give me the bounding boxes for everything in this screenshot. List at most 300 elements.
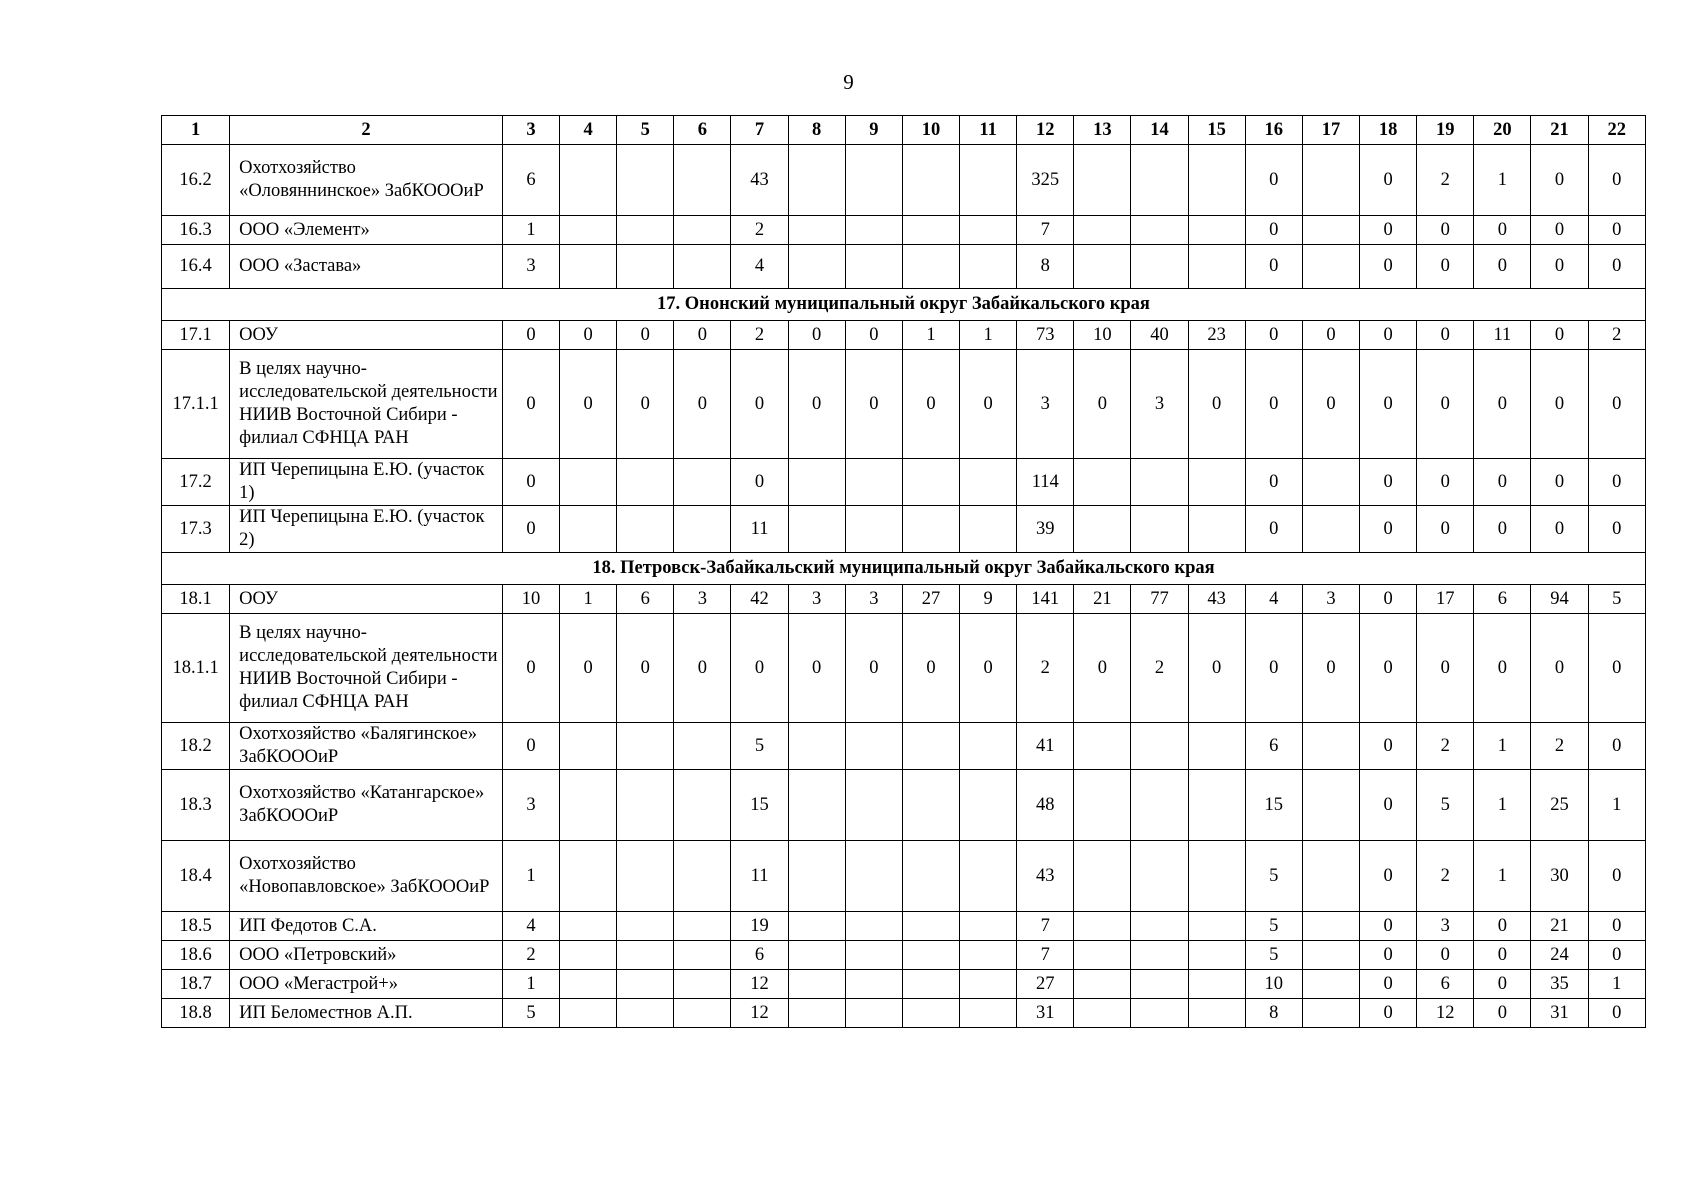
- value-cell: 0: [1360, 585, 1417, 614]
- value-cell: [845, 216, 902, 245]
- value-cell: 40: [1131, 321, 1188, 350]
- table-row: [162, 245, 1646, 289]
- value-cell: [1131, 999, 1188, 1028]
- value-cell: 0: [731, 614, 788, 723]
- value-cell: 0: [1360, 614, 1417, 723]
- header-cell: 8: [788, 116, 845, 145]
- value-cell: 0: [1188, 614, 1245, 723]
- header-cell: 12: [1017, 116, 1074, 145]
- header-cell: 15: [1188, 116, 1245, 145]
- table-row: [162, 350, 1646, 459]
- value-cell: 141: [1017, 585, 1074, 614]
- value-cell: 5: [1245, 912, 1302, 941]
- row-name: ИП Беломестнов А.П.: [230, 999, 503, 1028]
- value-cell: [1302, 770, 1359, 841]
- value-cell: 4: [1245, 585, 1302, 614]
- header-cell: 4: [560, 116, 617, 145]
- value-cell: 0: [1474, 350, 1531, 459]
- value-cell: [617, 999, 674, 1028]
- row-code: 18.8: [162, 999, 230, 1028]
- value-cell: 7: [1017, 941, 1074, 970]
- value-cell: 11: [1474, 321, 1531, 350]
- value-cell: 0: [1588, 841, 1645, 912]
- value-cell: 3: [1131, 350, 1188, 459]
- value-cell: 3: [1302, 585, 1359, 614]
- value-cell: 0: [1245, 321, 1302, 350]
- value-cell: 30: [1531, 841, 1588, 912]
- value-cell: 0: [502, 723, 559, 770]
- header-cell: 17: [1302, 116, 1359, 145]
- value-cell: 0: [1474, 245, 1531, 289]
- value-cell: [1302, 216, 1359, 245]
- value-cell: [1074, 145, 1131, 216]
- value-cell: 0: [960, 350, 1017, 459]
- value-cell: 0: [1360, 216, 1417, 245]
- value-cell: [1074, 770, 1131, 841]
- value-cell: [902, 145, 959, 216]
- value-cell: [674, 459, 731, 506]
- value-cell: 0: [1360, 245, 1417, 289]
- value-cell: 0: [1360, 999, 1417, 1028]
- value-cell: 1: [502, 970, 559, 999]
- header-cell: 7: [731, 116, 788, 145]
- value-cell: [960, 970, 1017, 999]
- value-cell: [845, 145, 902, 216]
- value-cell: 0: [1302, 350, 1359, 459]
- value-cell: [560, 216, 617, 245]
- page-number: 9: [843, 70, 854, 94]
- value-cell: [560, 245, 617, 289]
- value-cell: 0: [1360, 841, 1417, 912]
- value-cell: [674, 723, 731, 770]
- value-cell: 0: [674, 614, 731, 723]
- value-cell: 0: [674, 321, 731, 350]
- value-cell: [845, 841, 902, 912]
- value-cell: [788, 245, 845, 289]
- value-cell: [1131, 245, 1188, 289]
- value-cell: [617, 941, 674, 970]
- value-cell: 2: [1131, 614, 1188, 723]
- value-cell: 325: [1017, 145, 1074, 216]
- value-cell: 0: [1417, 245, 1474, 289]
- value-cell: [560, 506, 617, 553]
- value-cell: [788, 145, 845, 216]
- value-cell: 1: [960, 321, 1017, 350]
- value-cell: [1074, 245, 1131, 289]
- value-cell: 0: [845, 614, 902, 723]
- value-cell: 0: [560, 614, 617, 723]
- value-cell: 0: [1245, 245, 1302, 289]
- value-cell: [902, 970, 959, 999]
- value-cell: 0: [1360, 145, 1417, 216]
- value-cell: 0: [845, 321, 902, 350]
- value-cell: [674, 506, 731, 553]
- value-cell: 0: [1360, 912, 1417, 941]
- value-cell: [845, 970, 902, 999]
- value-cell: 0: [1474, 970, 1531, 999]
- row-code: 17.1: [162, 321, 230, 350]
- row-name: Охотхозяйство «Оловяннинское» ЗабКОООиР: [230, 145, 503, 216]
- value-cell: 15: [731, 770, 788, 841]
- value-cell: [845, 999, 902, 1028]
- value-cell: 0: [845, 350, 902, 459]
- value-cell: 0: [1245, 216, 1302, 245]
- value-cell: 5: [1245, 941, 1302, 970]
- value-cell: [960, 723, 1017, 770]
- value-cell: [788, 970, 845, 999]
- table-row: [162, 999, 1646, 1028]
- value-cell: [788, 999, 845, 1028]
- value-cell: [560, 841, 617, 912]
- value-cell: 5: [1588, 585, 1645, 614]
- value-cell: [1131, 506, 1188, 553]
- value-cell: 0: [1531, 321, 1588, 350]
- table-row: [162, 145, 1646, 216]
- value-cell: [1302, 841, 1359, 912]
- table-row: [162, 770, 1646, 841]
- value-cell: 0: [1474, 614, 1531, 723]
- value-cell: [1074, 216, 1131, 245]
- value-cell: 21: [1531, 912, 1588, 941]
- value-cell: 3: [502, 770, 559, 841]
- value-cell: [617, 912, 674, 941]
- value-cell: 0: [1531, 145, 1588, 216]
- value-cell: [674, 770, 731, 841]
- value-cell: 0: [1588, 350, 1645, 459]
- value-cell: 17: [1417, 585, 1474, 614]
- row-name: ИП Федотов С.А.: [230, 912, 503, 941]
- value-cell: 2: [1417, 841, 1474, 912]
- value-cell: 5: [1417, 770, 1474, 841]
- value-cell: 0: [1360, 723, 1417, 770]
- header-cell: 13: [1074, 116, 1131, 145]
- value-cell: [674, 841, 731, 912]
- row-code: 17.2: [162, 459, 230, 506]
- value-cell: 31: [1531, 999, 1588, 1028]
- value-cell: [617, 841, 674, 912]
- value-cell: 1: [1474, 841, 1531, 912]
- value-cell: [1131, 216, 1188, 245]
- row-code: 18.1: [162, 585, 230, 614]
- value-cell: 6: [502, 145, 559, 216]
- value-cell: 12: [731, 970, 788, 999]
- value-cell: 2: [502, 941, 559, 970]
- value-cell: [960, 216, 1017, 245]
- value-cell: [1188, 970, 1245, 999]
- value-cell: 0: [902, 350, 959, 459]
- value-cell: 1: [560, 585, 617, 614]
- value-cell: 0: [1245, 350, 1302, 459]
- header-cell: 10: [902, 116, 959, 145]
- header-cell: 21: [1531, 116, 1588, 145]
- value-cell: 6: [617, 585, 674, 614]
- value-cell: 5: [502, 999, 559, 1028]
- value-cell: 10: [502, 585, 559, 614]
- value-cell: 0: [617, 614, 674, 723]
- value-cell: 1: [902, 321, 959, 350]
- value-cell: [1131, 970, 1188, 999]
- row-code: 18.4: [162, 841, 230, 912]
- value-cell: 94: [1531, 585, 1588, 614]
- value-cell: [674, 999, 731, 1028]
- row-code: 18.1.1: [162, 614, 230, 723]
- value-cell: 0: [1588, 723, 1645, 770]
- value-cell: [1188, 506, 1245, 553]
- table-row: [162, 216, 1646, 245]
- value-cell: 0: [1588, 145, 1645, 216]
- value-cell: 6: [1417, 970, 1474, 999]
- value-cell: 0: [902, 614, 959, 723]
- value-cell: [617, 245, 674, 289]
- value-cell: 0: [1588, 941, 1645, 970]
- value-cell: [1074, 912, 1131, 941]
- value-cell: 0: [1360, 321, 1417, 350]
- row-name: ООУ: [230, 321, 503, 350]
- value-cell: [560, 723, 617, 770]
- value-cell: [1188, 723, 1245, 770]
- value-cell: 0: [1417, 459, 1474, 506]
- value-cell: [1131, 941, 1188, 970]
- value-cell: 7: [1017, 912, 1074, 941]
- value-cell: 0: [1360, 970, 1417, 999]
- row-code: 18.3: [162, 770, 230, 841]
- value-cell: 31: [1017, 999, 1074, 1028]
- row-name: Охотхозяйство «Катангарское» ЗабКОООиР: [230, 770, 503, 841]
- value-cell: 6: [1245, 723, 1302, 770]
- value-cell: 11: [731, 841, 788, 912]
- value-cell: 7: [1017, 216, 1074, 245]
- value-cell: [1188, 459, 1245, 506]
- value-cell: [1131, 459, 1188, 506]
- value-cell: 4: [731, 245, 788, 289]
- table-row: [162, 321, 1646, 350]
- value-cell: 0: [1417, 350, 1474, 459]
- value-cell: [960, 506, 1017, 553]
- value-cell: 6: [731, 941, 788, 970]
- header-cell: 14: [1131, 116, 1188, 145]
- row-name: В целях научно-исследовательской деятельности НИИВ Восточной Сибири - филиал СФНЦА РАН: [230, 614, 503, 723]
- value-cell: [1188, 941, 1245, 970]
- value-cell: 12: [731, 999, 788, 1028]
- table-row: [162, 506, 1646, 553]
- value-cell: 2: [1417, 723, 1474, 770]
- table-row: [162, 723, 1646, 770]
- header-cell: 6: [674, 116, 731, 145]
- value-cell: [788, 459, 845, 506]
- value-cell: 1: [1474, 145, 1531, 216]
- value-cell: 27: [902, 585, 959, 614]
- value-cell: 23: [1188, 321, 1245, 350]
- value-cell: 27: [1017, 970, 1074, 999]
- value-cell: [617, 723, 674, 770]
- header-cell: 1: [162, 116, 230, 145]
- value-cell: 114: [1017, 459, 1074, 506]
- value-cell: 0: [788, 350, 845, 459]
- value-cell: 0: [1588, 506, 1645, 553]
- value-cell: 0: [1588, 459, 1645, 506]
- row-name: ООО «Элемент»: [230, 216, 503, 245]
- value-cell: [960, 145, 1017, 216]
- value-cell: [1074, 506, 1131, 553]
- value-cell: 0: [1360, 941, 1417, 970]
- value-cell: 3: [845, 585, 902, 614]
- value-cell: [560, 912, 617, 941]
- value-cell: [1131, 770, 1188, 841]
- value-cell: [560, 770, 617, 841]
- value-cell: [1074, 723, 1131, 770]
- value-cell: [617, 459, 674, 506]
- value-cell: [960, 999, 1017, 1028]
- value-cell: 0: [502, 506, 559, 553]
- value-cell: [1074, 841, 1131, 912]
- value-cell: [1188, 145, 1245, 216]
- value-cell: 0: [1474, 216, 1531, 245]
- value-cell: 43: [1017, 841, 1074, 912]
- value-cell: 0: [502, 321, 559, 350]
- value-cell: [560, 999, 617, 1028]
- row-name: В целях научно-исследовательской деятельности НИИВ Восточной Сибири - филиал СФНЦА РАН: [230, 350, 503, 459]
- value-cell: 0: [1417, 941, 1474, 970]
- header-cell: 22: [1588, 116, 1645, 145]
- value-cell: [1302, 459, 1359, 506]
- value-cell: 6: [1474, 585, 1531, 614]
- section-title: 18. Петровск-Забайкальский муниципальный округ Забайкальского края: [162, 553, 1646, 585]
- value-cell: 3: [788, 585, 845, 614]
- value-cell: 39: [1017, 506, 1074, 553]
- value-cell: [902, 999, 959, 1028]
- table-body: [162, 116, 1646, 1028]
- value-cell: [617, 770, 674, 841]
- value-cell: 8: [1017, 245, 1074, 289]
- value-cell: [560, 941, 617, 970]
- value-cell: [1302, 723, 1359, 770]
- row-code: 18.7: [162, 970, 230, 999]
- value-cell: [674, 145, 731, 216]
- value-cell: 73: [1017, 321, 1074, 350]
- value-cell: [674, 245, 731, 289]
- value-cell: [1131, 723, 1188, 770]
- value-cell: 77: [1131, 585, 1188, 614]
- value-cell: [960, 941, 1017, 970]
- table-row: [162, 459, 1646, 506]
- value-cell: 15: [1245, 770, 1302, 841]
- value-cell: 0: [1474, 999, 1531, 1028]
- value-cell: [1074, 941, 1131, 970]
- value-cell: [1302, 506, 1359, 553]
- row-name: Охотхозяйство «Балягинское» ЗабКОООиР: [230, 723, 503, 770]
- value-cell: 0: [502, 459, 559, 506]
- value-cell: [960, 459, 1017, 506]
- value-cell: 5: [731, 723, 788, 770]
- value-cell: [1302, 970, 1359, 999]
- value-cell: 0: [1417, 216, 1474, 245]
- value-cell: 0: [788, 321, 845, 350]
- table-row: [162, 585, 1646, 614]
- value-cell: [902, 941, 959, 970]
- value-cell: 1: [1474, 770, 1531, 841]
- value-cell: 5: [1245, 841, 1302, 912]
- table-row: [162, 912, 1646, 941]
- header-row: [162, 116, 1646, 145]
- value-cell: 0: [1302, 321, 1359, 350]
- value-cell: 0: [1531, 614, 1588, 723]
- value-cell: 2: [1588, 321, 1645, 350]
- value-cell: [1188, 770, 1245, 841]
- value-cell: 0: [1474, 506, 1531, 553]
- value-cell: [788, 841, 845, 912]
- value-cell: [560, 970, 617, 999]
- value-cell: 0: [1474, 459, 1531, 506]
- value-cell: 2: [1017, 614, 1074, 723]
- value-cell: [788, 770, 845, 841]
- row-code: 17.1.1: [162, 350, 230, 459]
- value-cell: [902, 841, 959, 912]
- value-cell: 0: [560, 321, 617, 350]
- value-cell: [902, 770, 959, 841]
- value-cell: 0: [731, 459, 788, 506]
- value-cell: 0: [502, 350, 559, 459]
- value-cell: 0: [1531, 459, 1588, 506]
- value-cell: [560, 459, 617, 506]
- value-cell: [788, 506, 845, 553]
- value-cell: [788, 216, 845, 245]
- value-cell: [788, 912, 845, 941]
- row-name: ИП Черепицына Е.Ю. (участок 2): [230, 506, 503, 553]
- value-cell: 0: [1074, 614, 1131, 723]
- value-cell: [1131, 145, 1188, 216]
- value-cell: [560, 145, 617, 216]
- value-cell: [1188, 841, 1245, 912]
- value-cell: 1: [1588, 770, 1645, 841]
- value-cell: 0: [1245, 145, 1302, 216]
- value-cell: [1188, 999, 1245, 1028]
- value-cell: 1: [502, 216, 559, 245]
- value-cell: 2: [1417, 145, 1474, 216]
- value-cell: [617, 506, 674, 553]
- value-cell: 0: [1417, 614, 1474, 723]
- value-cell: [960, 841, 1017, 912]
- value-cell: 0: [1360, 506, 1417, 553]
- value-cell: [674, 912, 731, 941]
- value-cell: [845, 506, 902, 553]
- value-cell: [1302, 912, 1359, 941]
- value-cell: [902, 723, 959, 770]
- value-cell: [674, 216, 731, 245]
- data-table: [161, 115, 1646, 1028]
- value-cell: 3: [1417, 912, 1474, 941]
- row-code: 16.2: [162, 145, 230, 216]
- value-cell: [1074, 459, 1131, 506]
- value-cell: 43: [1188, 585, 1245, 614]
- row-code: 17.3: [162, 506, 230, 553]
- value-cell: 0: [1588, 216, 1645, 245]
- row-code: 18.6: [162, 941, 230, 970]
- section-row: [162, 289, 1646, 321]
- value-cell: 0: [1474, 912, 1531, 941]
- value-cell: [845, 723, 902, 770]
- value-cell: [902, 216, 959, 245]
- value-cell: 0: [1417, 321, 1474, 350]
- value-cell: [902, 912, 959, 941]
- value-cell: [617, 216, 674, 245]
- value-cell: 0: [1531, 506, 1588, 553]
- value-cell: [902, 459, 959, 506]
- row-name: ИП Черепицына Е.Ю. (участок 1): [230, 459, 503, 506]
- value-cell: 0: [1588, 614, 1645, 723]
- header-cell: 16: [1245, 116, 1302, 145]
- value-cell: [1188, 245, 1245, 289]
- value-cell: 1: [502, 841, 559, 912]
